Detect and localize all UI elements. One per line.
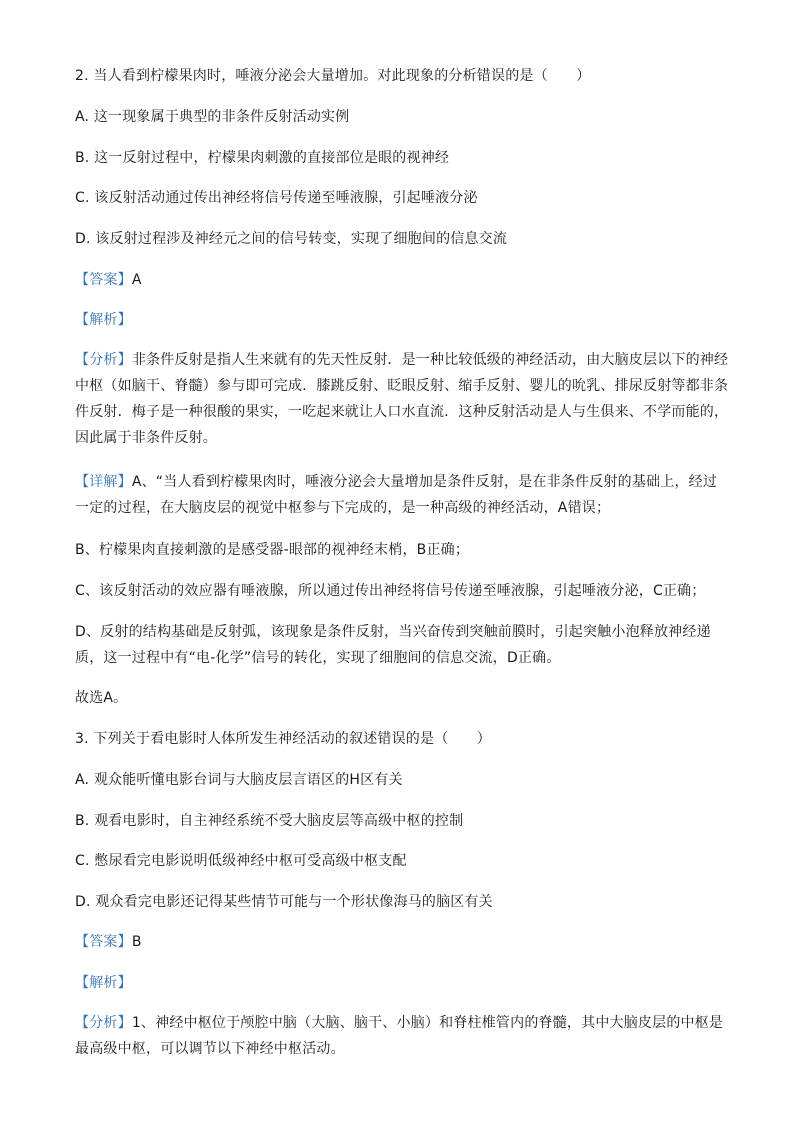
fenxi-text: 非条件反射是指人生来就有的先天性反射．是一种比较低级的神经活动，由大脑皮层以下的神经	[131, 352, 729, 368]
q2-option-c: C. 该反射活动通过传出神经将信号传递至唾液腺，引起唾液分泌	[75, 190, 478, 206]
q2-conclusion: 故选A。	[75, 690, 128, 706]
q2-detail-c: C、该反射活动的效应器有唾液腺，所以通过传出神经将信号传递至唾液腺，引起唾液分泌，C正确；	[75, 583, 706, 599]
q2-option-d: D. 该反射过程涉及神经元之间的信号转变，实现了细胞间的信息交流	[75, 231, 508, 247]
answer-tag: 【答案】	[75, 934, 132, 950]
answer-value: B	[131, 934, 142, 950]
q2-analysis-tag: 【解析】	[75, 312, 132, 328]
q2-detail-d-line-2: 质，这一过程中有“电-化学”信号的转化，实现了细胞间的信息交流，D正确。	[75, 650, 561, 666]
fenxi-tag: 【分析】	[75, 1015, 132, 1031]
q2-fenxi-line-3: 件反射．梅子是一种很酸的果实，一吃起来就让人口水直流．这种反射活动是人与生俱来、不学而能的，	[75, 404, 729, 420]
q2-fenxi-line-4: 因此属于非条件反射。	[75, 430, 217, 446]
q2-stem: 2. 当人看到柠檬果肉时，唾液分泌会大量增加。对此现象的分析错误的是（ ）	[75, 68, 591, 84]
q3-stem: 3. 下列关于看电影时人体所发生神经活动的叙述错误的是（ ）	[75, 731, 492, 747]
q2-detail-d-line-1: D、反射的结构基础是反射弧，该现象是条件反射，当兴奋传到突触前膜时，引起突触小泡释放神经递	[75, 624, 711, 640]
q2-option-b: B. 这一反射过程中，柠檬果肉刺激的直接部位是眼的视神经	[75, 150, 450, 166]
q2-xiangjie-line-2: 一定的过程，在大脑皮层的视觉中枢参与下完成的，是一种高级的神经活动，A错误；	[75, 500, 611, 516]
q3-fenxi-line-1	[75, 1013, 725, 1033]
q2-fenxi-line-1	[75, 350, 729, 370]
q2-detail-b: B、柠檬果肉直接刺激的是感受器-眼部的视神经末梢，B正确；	[75, 542, 470, 558]
answer-tag: 【答案】	[75, 272, 132, 288]
q3-option-a: A. 观众能听懂电影台词与大脑皮层言语区的H区有关	[75, 772, 403, 788]
xiangjie-text: A、“当人看到柠檬果肉时，唾液分泌会大量增加是条件反射，是在非条件反射的基础上，经过	[131, 474, 718, 490]
q3-fenxi-line-2: 最高级中枢，可以调节以下神经中枢活动。	[75, 1041, 345, 1057]
answer-value: A	[131, 272, 142, 288]
xiangjie-tag: 【详解】	[75, 474, 132, 490]
q3-option-d: D. 观众看完电影还记得某些情节可能与一个形状像海马的脑区有关	[75, 894, 493, 910]
q2-answer	[75, 270, 725, 290]
fenxi-tag: 【分析】	[75, 352, 132, 368]
q2-option-a: A. 这一现象属于典型的非条件反射活动实例	[75, 109, 350, 125]
q2-fenxi-line-2: 中枢（如脑干、脊髓）参与即可完成．膝跳反射、眨眼反射、缩手反射、婴儿的吮乳、排尿反射等都非条	[75, 378, 729, 394]
q3-answer	[75, 932, 725, 952]
fenxi-text: 1、神经中枢位于颅腔中脑（大脑、脑干、小脑）和脊柱椎管内的脊髓，其中大脑皮层的中枢是	[131, 1015, 724, 1031]
q2-xiangjie-line-1	[75, 472, 725, 492]
q3-analysis-tag: 【解析】	[75, 975, 132, 991]
q3-option-b: B. 观看电影时，自主神经系统不受大脑皮层等高级中枢的控制	[75, 813, 464, 829]
q3-option-c: C. 憋尿看完电影说明低级神经中枢可受高级中枢支配	[75, 853, 407, 869]
